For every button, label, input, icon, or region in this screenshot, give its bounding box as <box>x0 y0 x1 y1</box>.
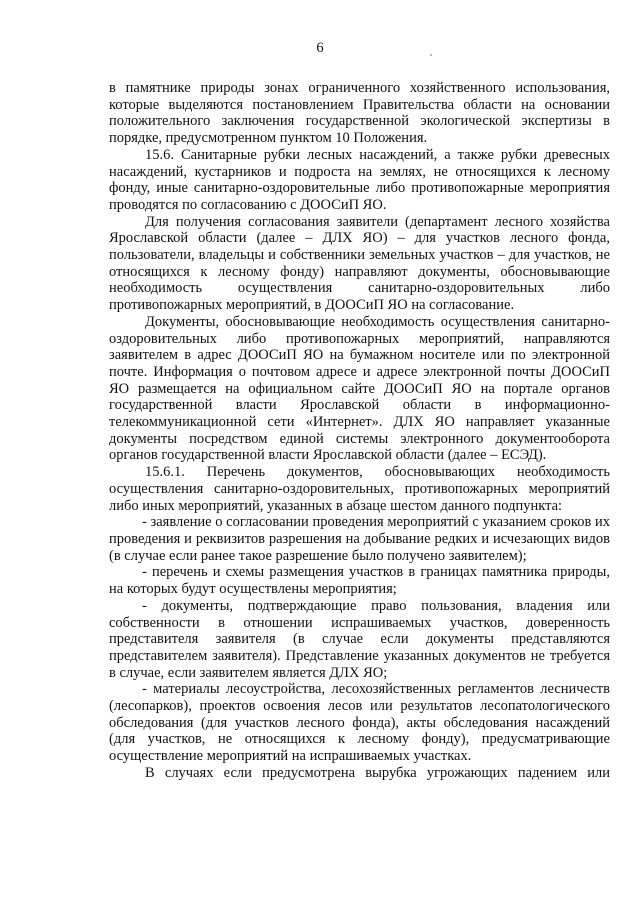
paragraph-15-6: 15.6. Санитарные рубки лесных насаждений, а также рубки древесных насаждений, кустарников и подроста на землях, не относящихся к лесному фонду, иные санитарно-оздоровительные либо противопожарные мероприятия проводятся по согласованию с ДООСиП ЯО. <box>109 146 610 213</box>
paragraph-approval-request: Для получения согласования заявители (департамент лесного хозяйства Ярославской области (далее – ДЛХ ЯО) – для участков лесного фонда, пользователи, владельцы и собственники земельных участков – для участков, не относящихся к лесному фонду) направляют документы, обосновывающие необходимость осуществления санитарно-оздоровительных либо противопожарных мероприятий, в ДООСиП ЯО на согласование. <box>109 213 610 314</box>
list-item-ownership-documents: - документы, подтверждающие право пользования, владения или собственности в отношении испрашиваемых участков, доверенность представителя заявителя (в случае если документы представляются представителем заявителя). Представление указанных документов не требуется в случае, если заявителем является ДЛХ ЯО; <box>109 597 610 681</box>
paragraph-documents-submission: Документы, обосновывающие необходимость осуществления санитарно-оздоровительных либо противопожарных мероприятий, направляются заявителем в адрес ДООСиП ЯО на бумажном носителе или по электронной почте. Информация о почтовом адресе и адресе электронной почты ДООСиП ЯО размещается на официальном сайте ДООСиП ЯО на портале органов государственной власти Ярославской области в информационно-телекоммуникационной сети «Интернет». ДЛХ ЯО направляет указанные документы посредством единой системы электронного документооборота органов государственной власти Ярославской области (далее – ЕСЭД). <box>109 313 610 464</box>
list-item-forestry-materials: - материалы лесоустройства, лесохозяйственных регламентов лесничеств (лесопарков), проектов освоения лесов или результатов лесопатологического обследования (для участков лесного фонда), акты обследования насаждений (для участков, не относящихся к лесному фонду), предусматривающие осуществление мероприятий на испрашиваемых участках. <box>109 681 610 765</box>
paragraph-15-6-1: 15.6.1. Перечень документов, обосновывающих необходимость осуществления санитарно-оздоровительных, противопожарных мероприятий либо иных мероприятий, указанных в абзаце шестом данного подпункта: <box>109 464 610 514</box>
paragraph-continuation: в памятнике природы зонах ограниченного хозяйственного использования, которые выделяются постановлением Правительства области на основании положительного заключения государственной экологической экспертизы в порядке, предусмотренном пунктом 10 Положения. <box>109 80 610 147</box>
list-item-site-schemes: - перечень и схемы размещения участков в границах памятника природы, на которых будут осуществлены мероприятия; <box>109 564 610 598</box>
scan-speck <box>430 54 432 56</box>
paragraph-cut-off: В случаях если предусмотрена вырубка угрожающих падением или <box>145 764 610 781</box>
document-body <box>109 80 610 782</box>
page-number: 6 <box>316 40 324 56</box>
list-item-application: - заявление о согласовании проведения мероприятий с указанием сроков их проведения и реквизитов разрешения на добывание редких и исчезающих видов (в случае если ранее такое разрешение было получено заявителем); <box>109 514 610 564</box>
